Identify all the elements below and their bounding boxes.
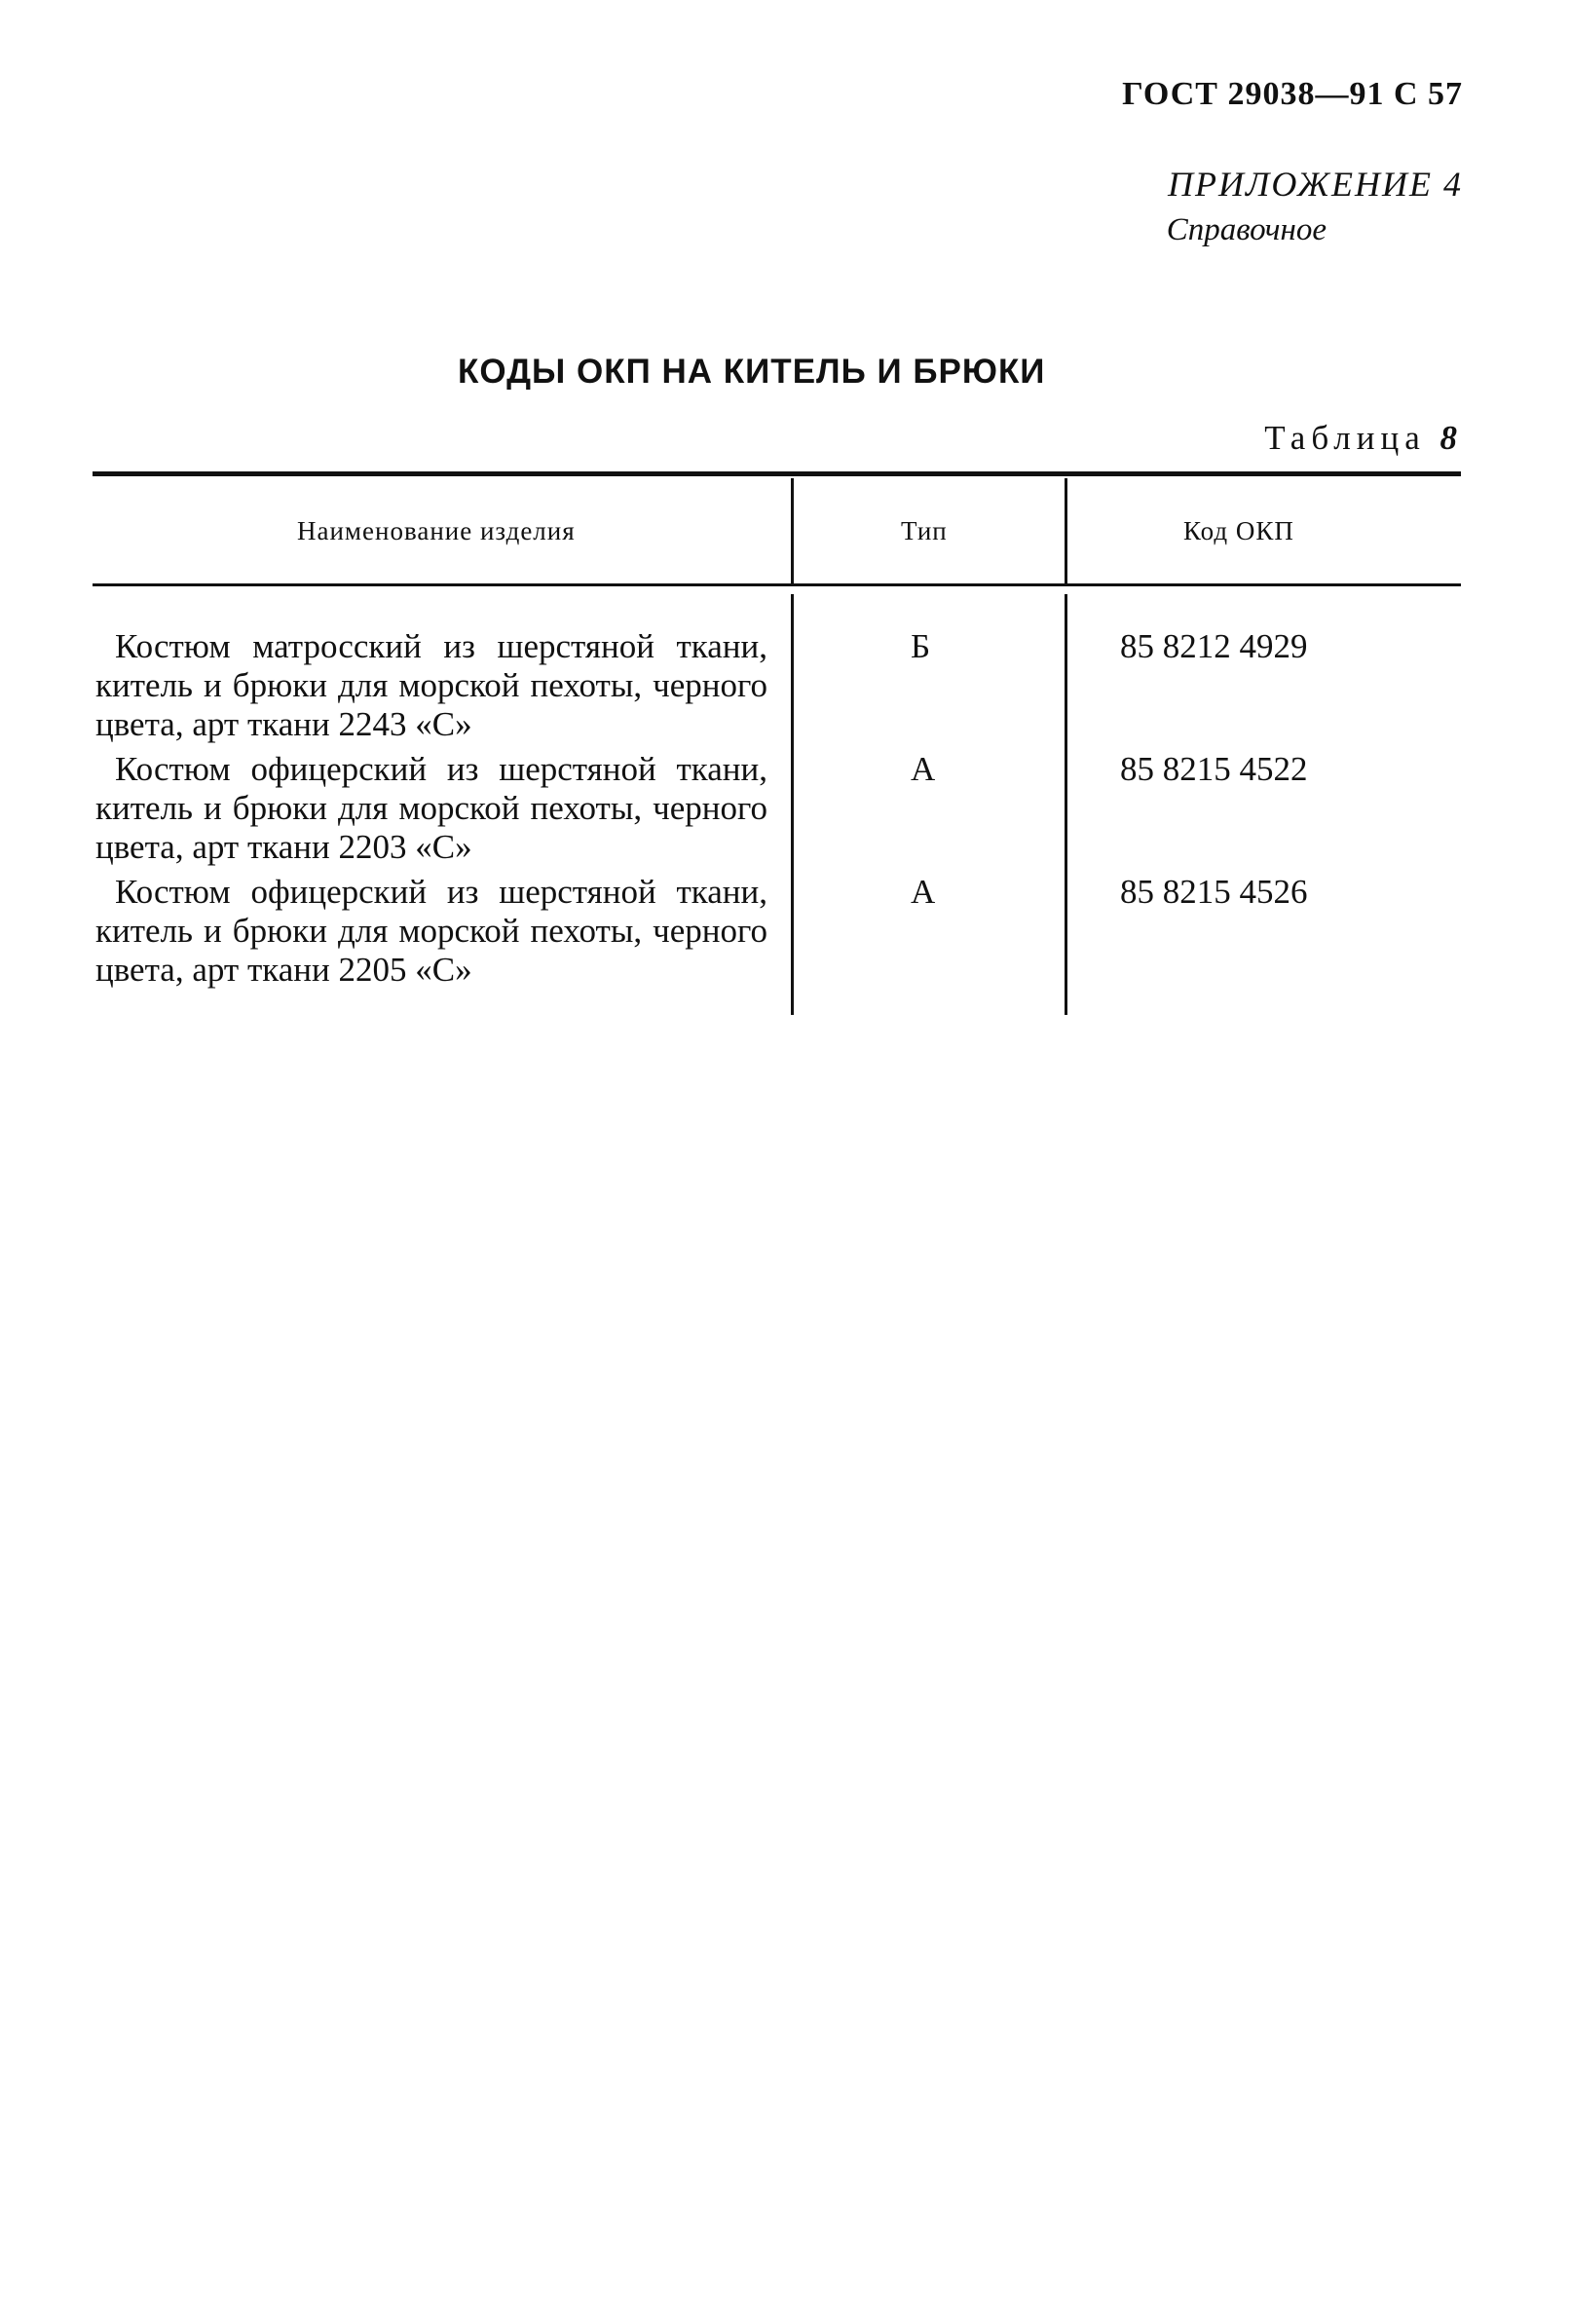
body-divider-1: [791, 594, 794, 1015]
page-header: ГОСТ 29038—91 С 57: [1122, 76, 1463, 112]
row-2-name: Костюм офицерский из шерстяной ткани, китель и брюки для морской пехоты, черного цвета, арт ткани 2203 «С»: [95, 750, 767, 866]
row-3-type: А: [911, 873, 936, 911]
row-2-code: 85 8215 4522: [1120, 750, 1308, 788]
row-2-type: А: [911, 750, 936, 788]
appendix-title: ПРИЛОЖЕНИЕ 4: [1168, 165, 1463, 204]
table-top-rule: [93, 471, 1461, 476]
row-1-name: Костюм матросский из шерстяной ткани, китель и брюки для морской пехоты, черного цвета, арт ткани 2243 «С»: [95, 627, 767, 743]
table-label: [1264, 419, 1463, 458]
row-1-type: Б: [911, 627, 931, 665]
appendix-subtitle: Справочное: [1166, 212, 1327, 247]
body-divider-2: [1065, 594, 1067, 1015]
row-3-code: 85 8215 4526: [1120, 873, 1308, 911]
column-header-type: Тип: [901, 516, 948, 545]
column-header-name: Наименование изделия: [297, 516, 576, 545]
document-title: КОДЫ ОКП НА КИТЕЛЬ И БРЮКИ: [458, 353, 1046, 391]
row-3-name: Костюм офицерский из шерстяной ткани, китель и брюки для морской пехоты, черного цвета, арт ткани 2205 «С»: [95, 873, 767, 989]
header-divider-1: [791, 478, 794, 583]
table-label-number: 8: [1439, 419, 1463, 457]
row-1-code: 85 8212 4929: [1120, 627, 1308, 665]
table-label-word: Таблица: [1264, 419, 1426, 457]
header-divider-2: [1065, 478, 1067, 583]
table-header-rule: [93, 583, 1461, 586]
column-header-code: Код ОКП: [1183, 516, 1294, 545]
